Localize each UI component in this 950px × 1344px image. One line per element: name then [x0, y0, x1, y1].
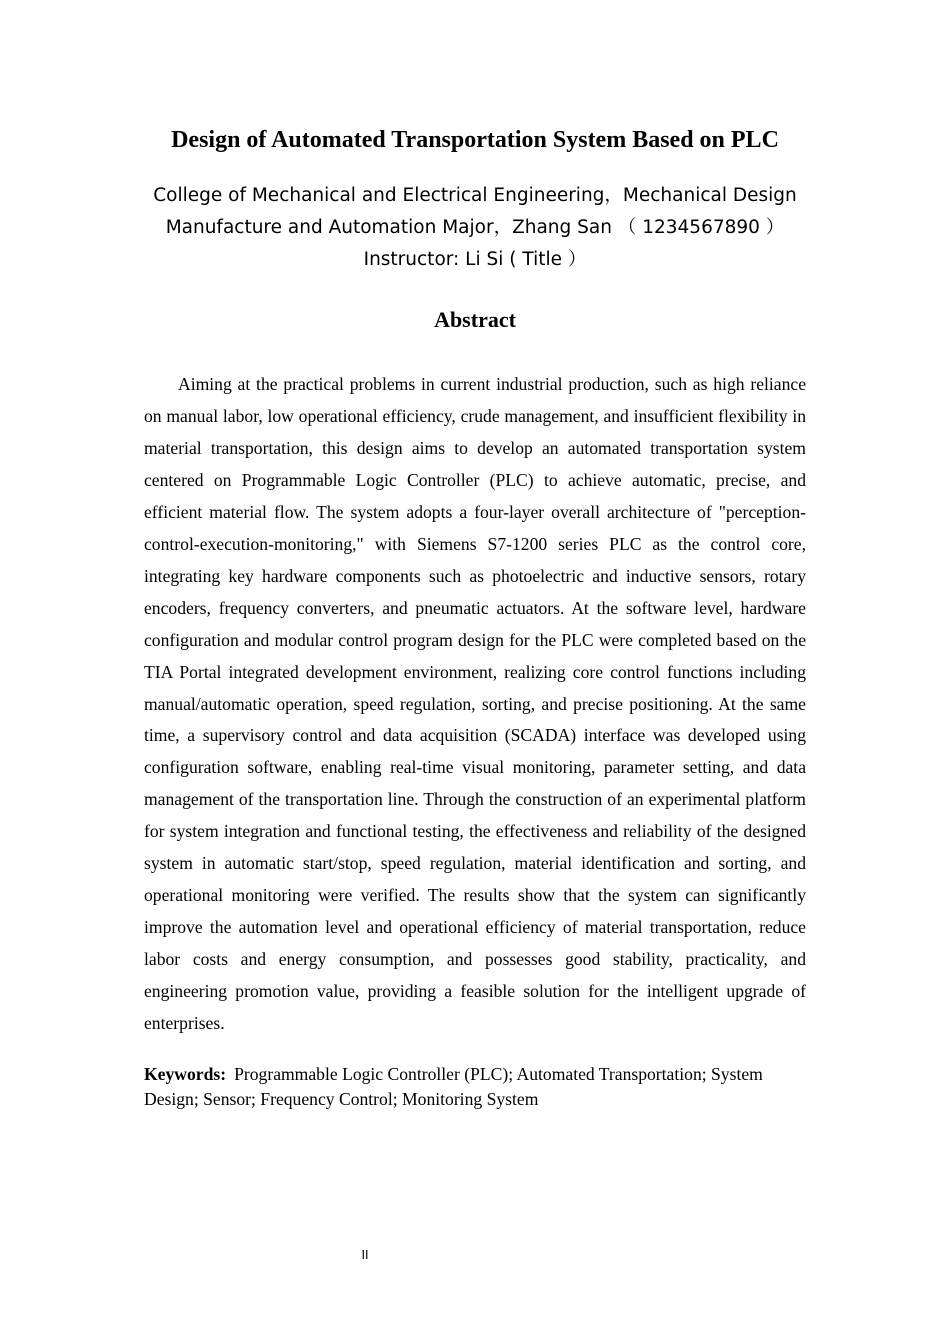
- author-affiliation-line: College of Mechanical and Electrical Engineering，Mechanical Design: [153, 185, 797, 206]
- abstract-body: Aiming at the practical problems in current industrial production, such as high reliance on manual labor, low operational efficiency, crude management, and insufficient flexibility in material transportation, this design aims to develop an automated transportation system centered on Programmable Logic Controller (PLC) to achieve automatic, precise, and efficient material flow. The system adopts a four-layer overall architecture of "perception-control-execution-monitoring," with Siemens S7-1200 series PLC as the control core, integrating key hardware components such as photoelectric and inductive sensors, rotary encoders, frequency converters, and pneumatic actuators. At the software level, hardware configuration and modular control program design for the PLC were completed based on the TIA Portal integrated development environment, realizing core control functions including manual/automatic operation, speed regulation, sorting, and precise positioning. At the same time, a supervisory control and data acquisition (SCADA) interface was developed using configuration software, enabling real-time visual monitoring, parameter setting, and data management of the transportation line. Through the construction of an experimental platform for system integration and functional testing, the effectiveness and reliability of the designed system in automatic start/stop, speed regulation, material identification and sorting, and operational monitoring were verified. The results show that the system can significantly improve the automation level and operational efficiency of material transportation, reduce labor costs and energy consumption, and possesses good stability, practicality, and engineering promotion value, providing a feasible solution for the intelligent upgrade of enterprises.: [144, 374, 806, 1034]
- keywords-text: Programmable Logic Controller (PLC); Automated Transportation; System Design; Sensor; Frequency Control; Monitoring System: [144, 1064, 763, 1109]
- author-info: [120, 180, 830, 276]
- abstract-heading: Abstract: [434, 307, 516, 332]
- keywords-paragraph: [144, 1062, 806, 1112]
- author-major-name-line: Manufacture and Automation Major，Zhang San （ 1234567890 ）: [165, 217, 785, 238]
- instructor-line: Instructor: Li Si ( Title ）: [363, 249, 587, 270]
- page-number: II: [361, 1248, 369, 1262]
- document-title: Design of Automated Transportation System Based on PLC: [171, 127, 779, 153]
- keywords-label: Keywords:: [144, 1064, 227, 1084]
